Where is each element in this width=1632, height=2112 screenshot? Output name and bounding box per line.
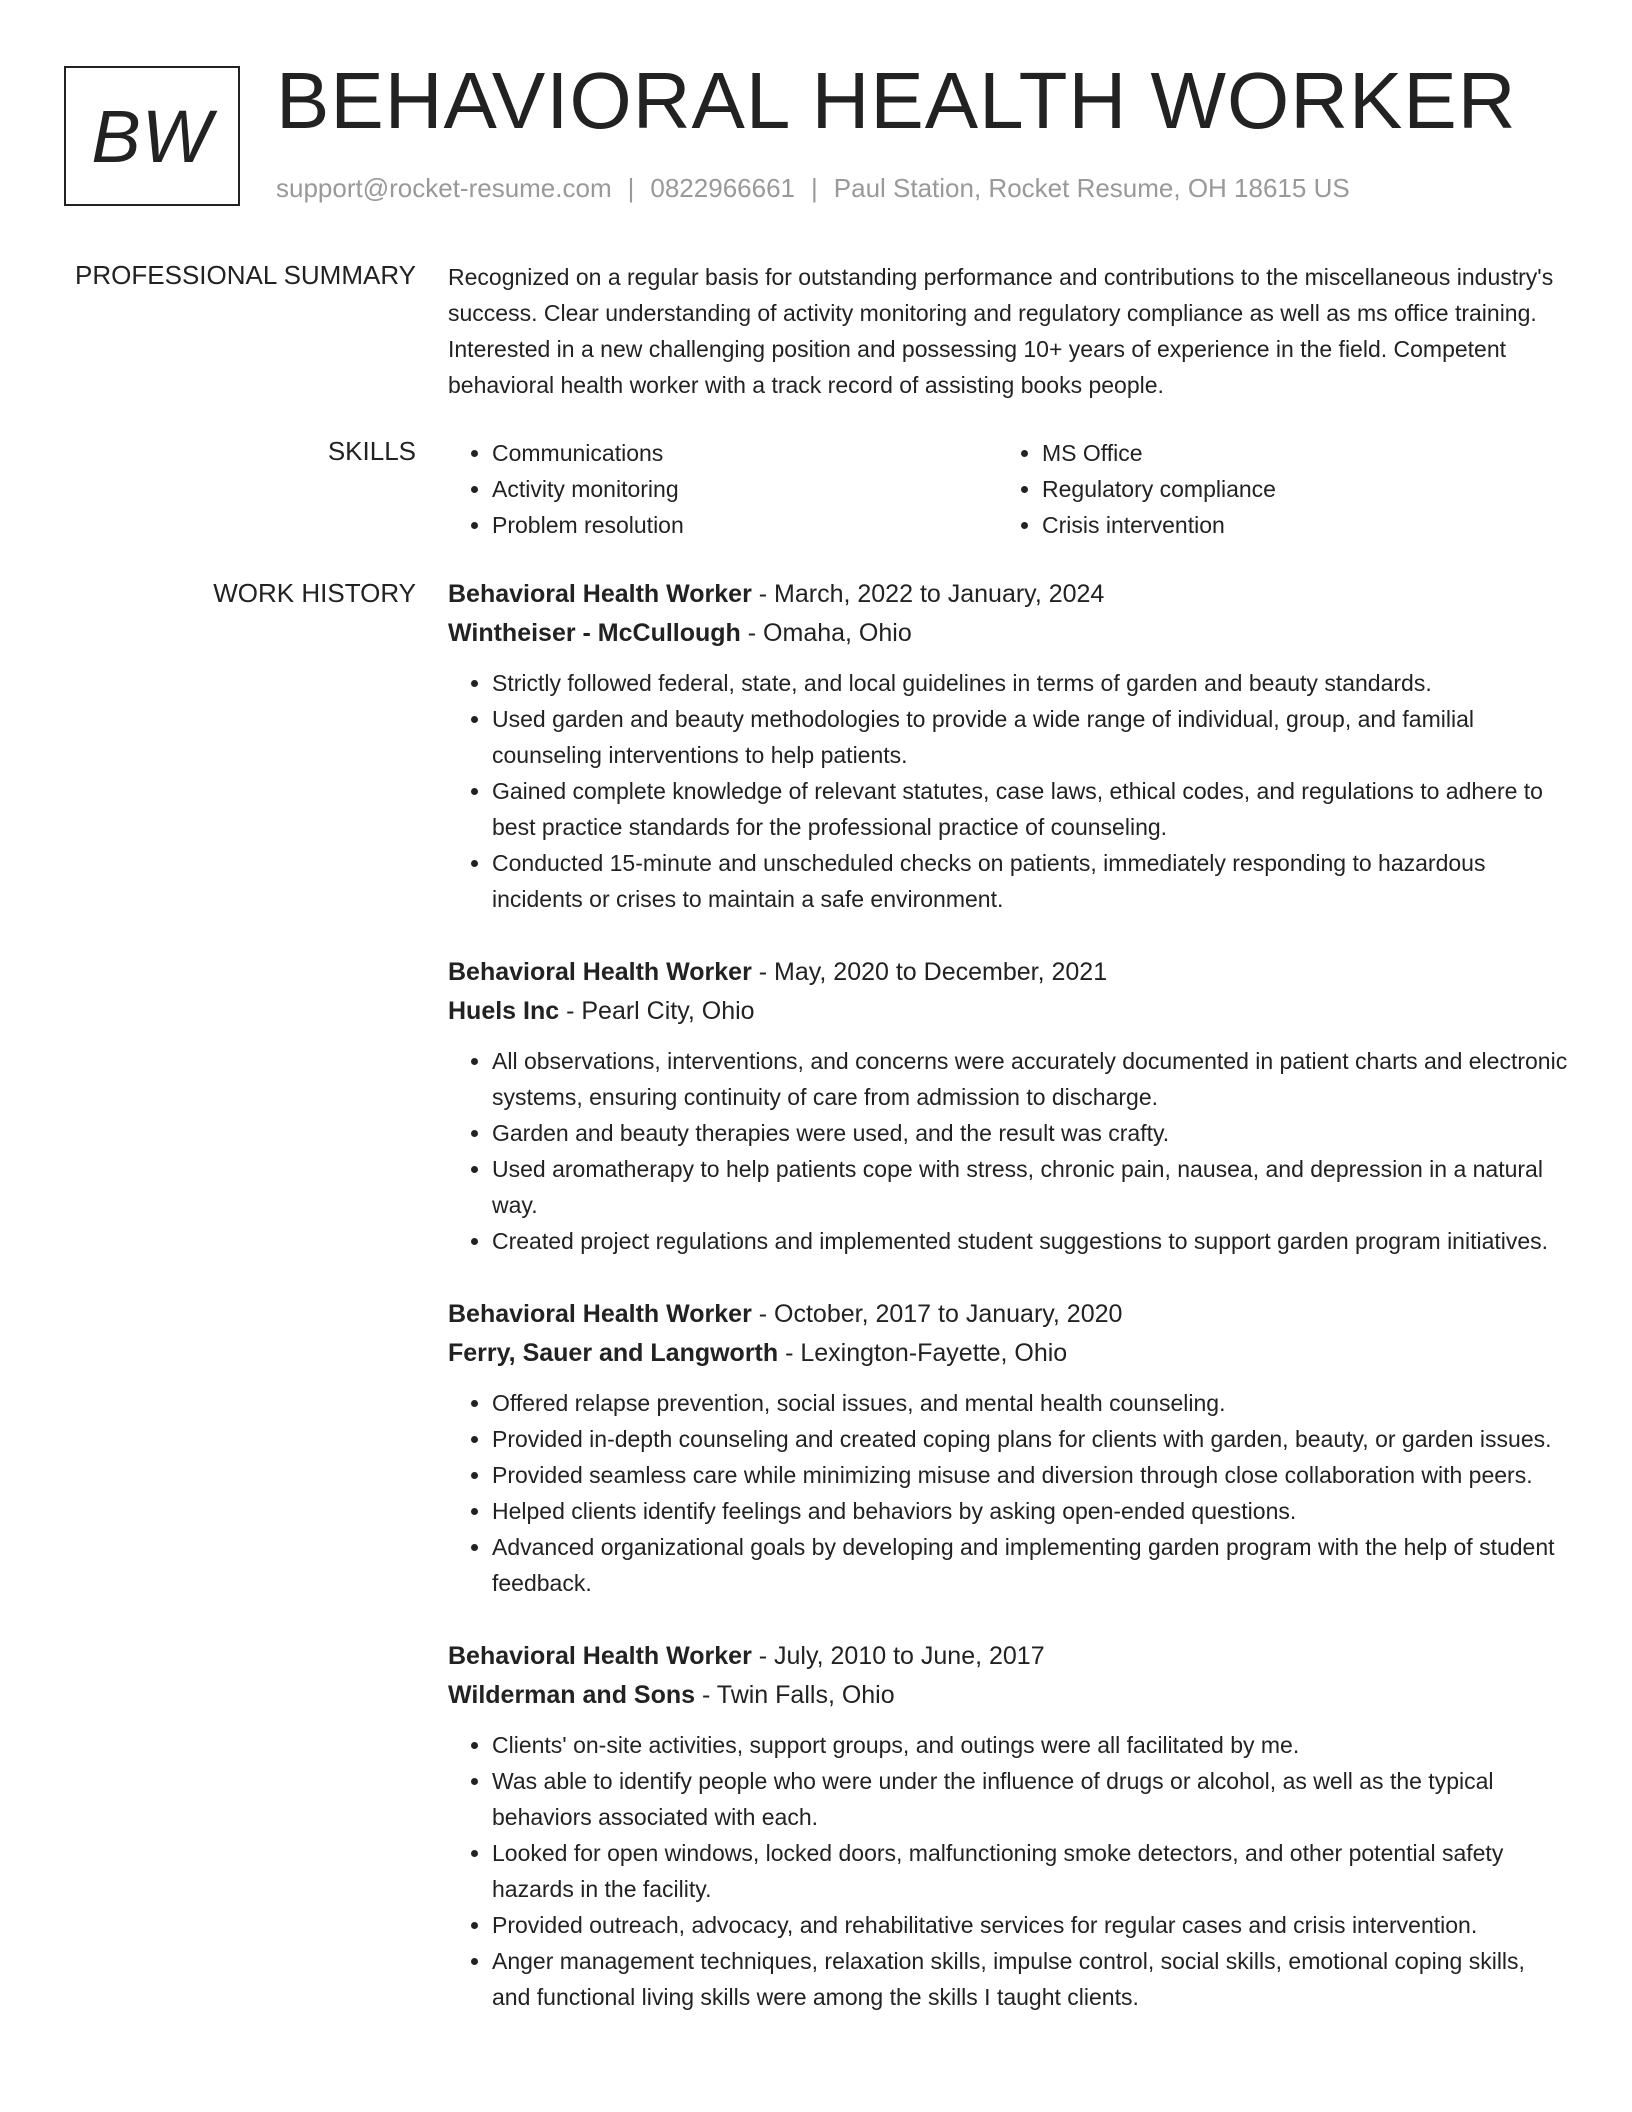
job-bullet: • Gained complete knowledge of relevant statutes, case laws, ethical codes, and regulations to adhere to best practice standards for the professional practice of counseling. [492, 773, 1568, 845]
job-title: Behavioral Health Worker [448, 958, 752, 986]
job-bullet: • Helped clients identify feelings and behaviors by asking open-ended questions. [492, 1493, 1568, 1529]
job-dates: - October, 2017 to January, 2020 [751, 1300, 1123, 1328]
job-company-line [448, 614, 1568, 653]
job-title-line [448, 1637, 1568, 1676]
job-dates: - July, 2010 to June, 2017 [751, 1642, 1045, 1670]
job-location: - Pearl City, Ohio [559, 997, 755, 1025]
job-title-line [448, 1295, 1568, 1334]
job-bullet: • All observations, interventions, and concerns were accurately documented in patient charts and electronic systems, ensuring continuity of care from admission to discharge. [492, 1043, 1568, 1115]
contact-email[interactable]: support@rocket-resume.com [276, 173, 612, 203]
job-bullet: • Created project regulations and implemented student suggestions to support garden program initiatives. [492, 1223, 1568, 1259]
job-dates: - March, 2022 to January, 2024 [751, 580, 1105, 608]
resume-title: BEHAVIORAL HEALTH WORKER [276, 56, 1517, 145]
job-entry [448, 1295, 1568, 1601]
job-bullets [448, 665, 1568, 917]
skill-item: • Communications [492, 435, 998, 471]
skill-item: • Problem resolution [492, 507, 998, 543]
monogram-text: BW [91, 94, 213, 178]
job-company: Ferry, Sauer and Langworth [448, 1339, 779, 1367]
job-company-line [448, 992, 1568, 1031]
job-bullets [448, 1043, 1568, 1259]
job-company-line [448, 1676, 1568, 1715]
job-bullet: • Offered relapse prevention, social issues, and mental health counseling. [492, 1385, 1568, 1421]
job-dates: - May, 2020 to December, 2021 [751, 958, 1108, 986]
skill-item: • Regulatory compliance [1042, 471, 1548, 507]
job-location: - Twin Falls, Ohio [695, 1681, 895, 1709]
contact-phone[interactable]: 0822966661 [650, 173, 795, 203]
job-bullet: • Anger management techniques, relaxation skills, impulse control, social skills, emotional coping skills, and functional living skills were among the skills I taught clients. [492, 1943, 1568, 2015]
job-entry [448, 575, 1568, 917]
summary-text: Recognized on a regular basis for outstanding performance and contributions to the miscellaneous industry's success. Clear understanding of activity monitoring and regulatory compliance as well as ms office training. Interested in a new challenging position and possessing 10+ years of experience in the field. Competent behavioral health worker with a track record of assisting books people. [448, 264, 1554, 398]
job-title: Behavioral Health Worker [448, 580, 752, 608]
job-bullet: • Strictly followed federal, state, and local guidelines in terms of garden and beauty standards. [492, 665, 1568, 701]
job-entry [448, 953, 1568, 1259]
job-company: Wintheiser - McCullough [448, 619, 741, 647]
job-company-line [448, 1334, 1568, 1373]
work-history-heading: WORK HISTORY [213, 578, 416, 608]
job-title: Behavioral Health Worker [448, 1642, 752, 1670]
job-bullet: • Looked for open windows, locked doors, malfunctioning smoke detectors, and other potential safety hazards in the facility. [492, 1835, 1568, 1907]
contact-separator: | [811, 173, 818, 203]
job-bullet: • Provided seamless care while minimizing misuse and diversion through close collaboration with peers. [492, 1457, 1568, 1493]
job-location: - Lexington-Fayette, Ohio [778, 1339, 1068, 1367]
monogram-box [64, 66, 240, 206]
job-bullet: • Clients' on-site activities, support groups, and outings were all facilitated by me. [492, 1727, 1568, 1763]
summary-heading: PROFESSIONAL SUMMARY [75, 260, 416, 290]
skills-list-right [998, 435, 1548, 543]
job-entry [448, 1637, 1568, 2015]
job-title-line [448, 575, 1568, 614]
job-bullets [448, 1727, 1568, 2015]
skill-item: • Crisis intervention [1042, 507, 1548, 543]
job-bullet: • Advanced organizational goals by developing and implementing garden program with the help of student feedback. [492, 1529, 1568, 1601]
skills-list-left [448, 435, 998, 543]
job-title: Behavioral Health Worker [448, 1300, 752, 1328]
job-bullet: • Provided in-depth counseling and created coping plans for clients with garden, beauty, or garden issues. [492, 1421, 1568, 1457]
skill-item: • Activity monitoring [492, 471, 998, 507]
job-location: - Omaha, Ohio [740, 619, 912, 647]
skill-item: • MS Office [1042, 435, 1548, 471]
skills-section [448, 435, 1568, 543]
job-bullet: • Used aromatherapy to help patients cope with stress, chronic pain, nausea, and depression in a natural way. [492, 1151, 1568, 1223]
contact-line [276, 173, 1350, 204]
summary-section [448, 259, 1568, 403]
job-bullet: • Garden and beauty therapies were used, and the result was crafty. [492, 1115, 1568, 1151]
work-history-section [448, 575, 1568, 2051]
contact-separator: | [627, 173, 635, 203]
job-bullets [448, 1385, 1568, 1601]
job-bullet: • Used garden and beauty methodologies to provide a wide range of individual, group, and familial counseling interventions to help patients. [492, 701, 1568, 773]
job-bullet: • Conducted 15-minute and unscheduled checks on patients, immediately responding to hazardous incidents or crises to maintain a safe environment. [492, 845, 1568, 917]
job-company: Huels Inc [448, 997, 560, 1025]
job-bullet: • Provided outreach, advocacy, and rehabilitative services for regular cases and crisis intervention. [492, 1907, 1568, 1943]
job-title-line [448, 953, 1568, 992]
skills-heading: SKILLS [327, 436, 416, 466]
contact-address: Paul Station, Rocket Resume, OH 18615 US [833, 173, 1350, 203]
job-company: Wilderman and Sons [448, 1681, 696, 1709]
job-bullet: • Was able to identify people who were under the influence of drugs or alcohol, as well as the typical behaviors associated with each. [492, 1763, 1568, 1835]
